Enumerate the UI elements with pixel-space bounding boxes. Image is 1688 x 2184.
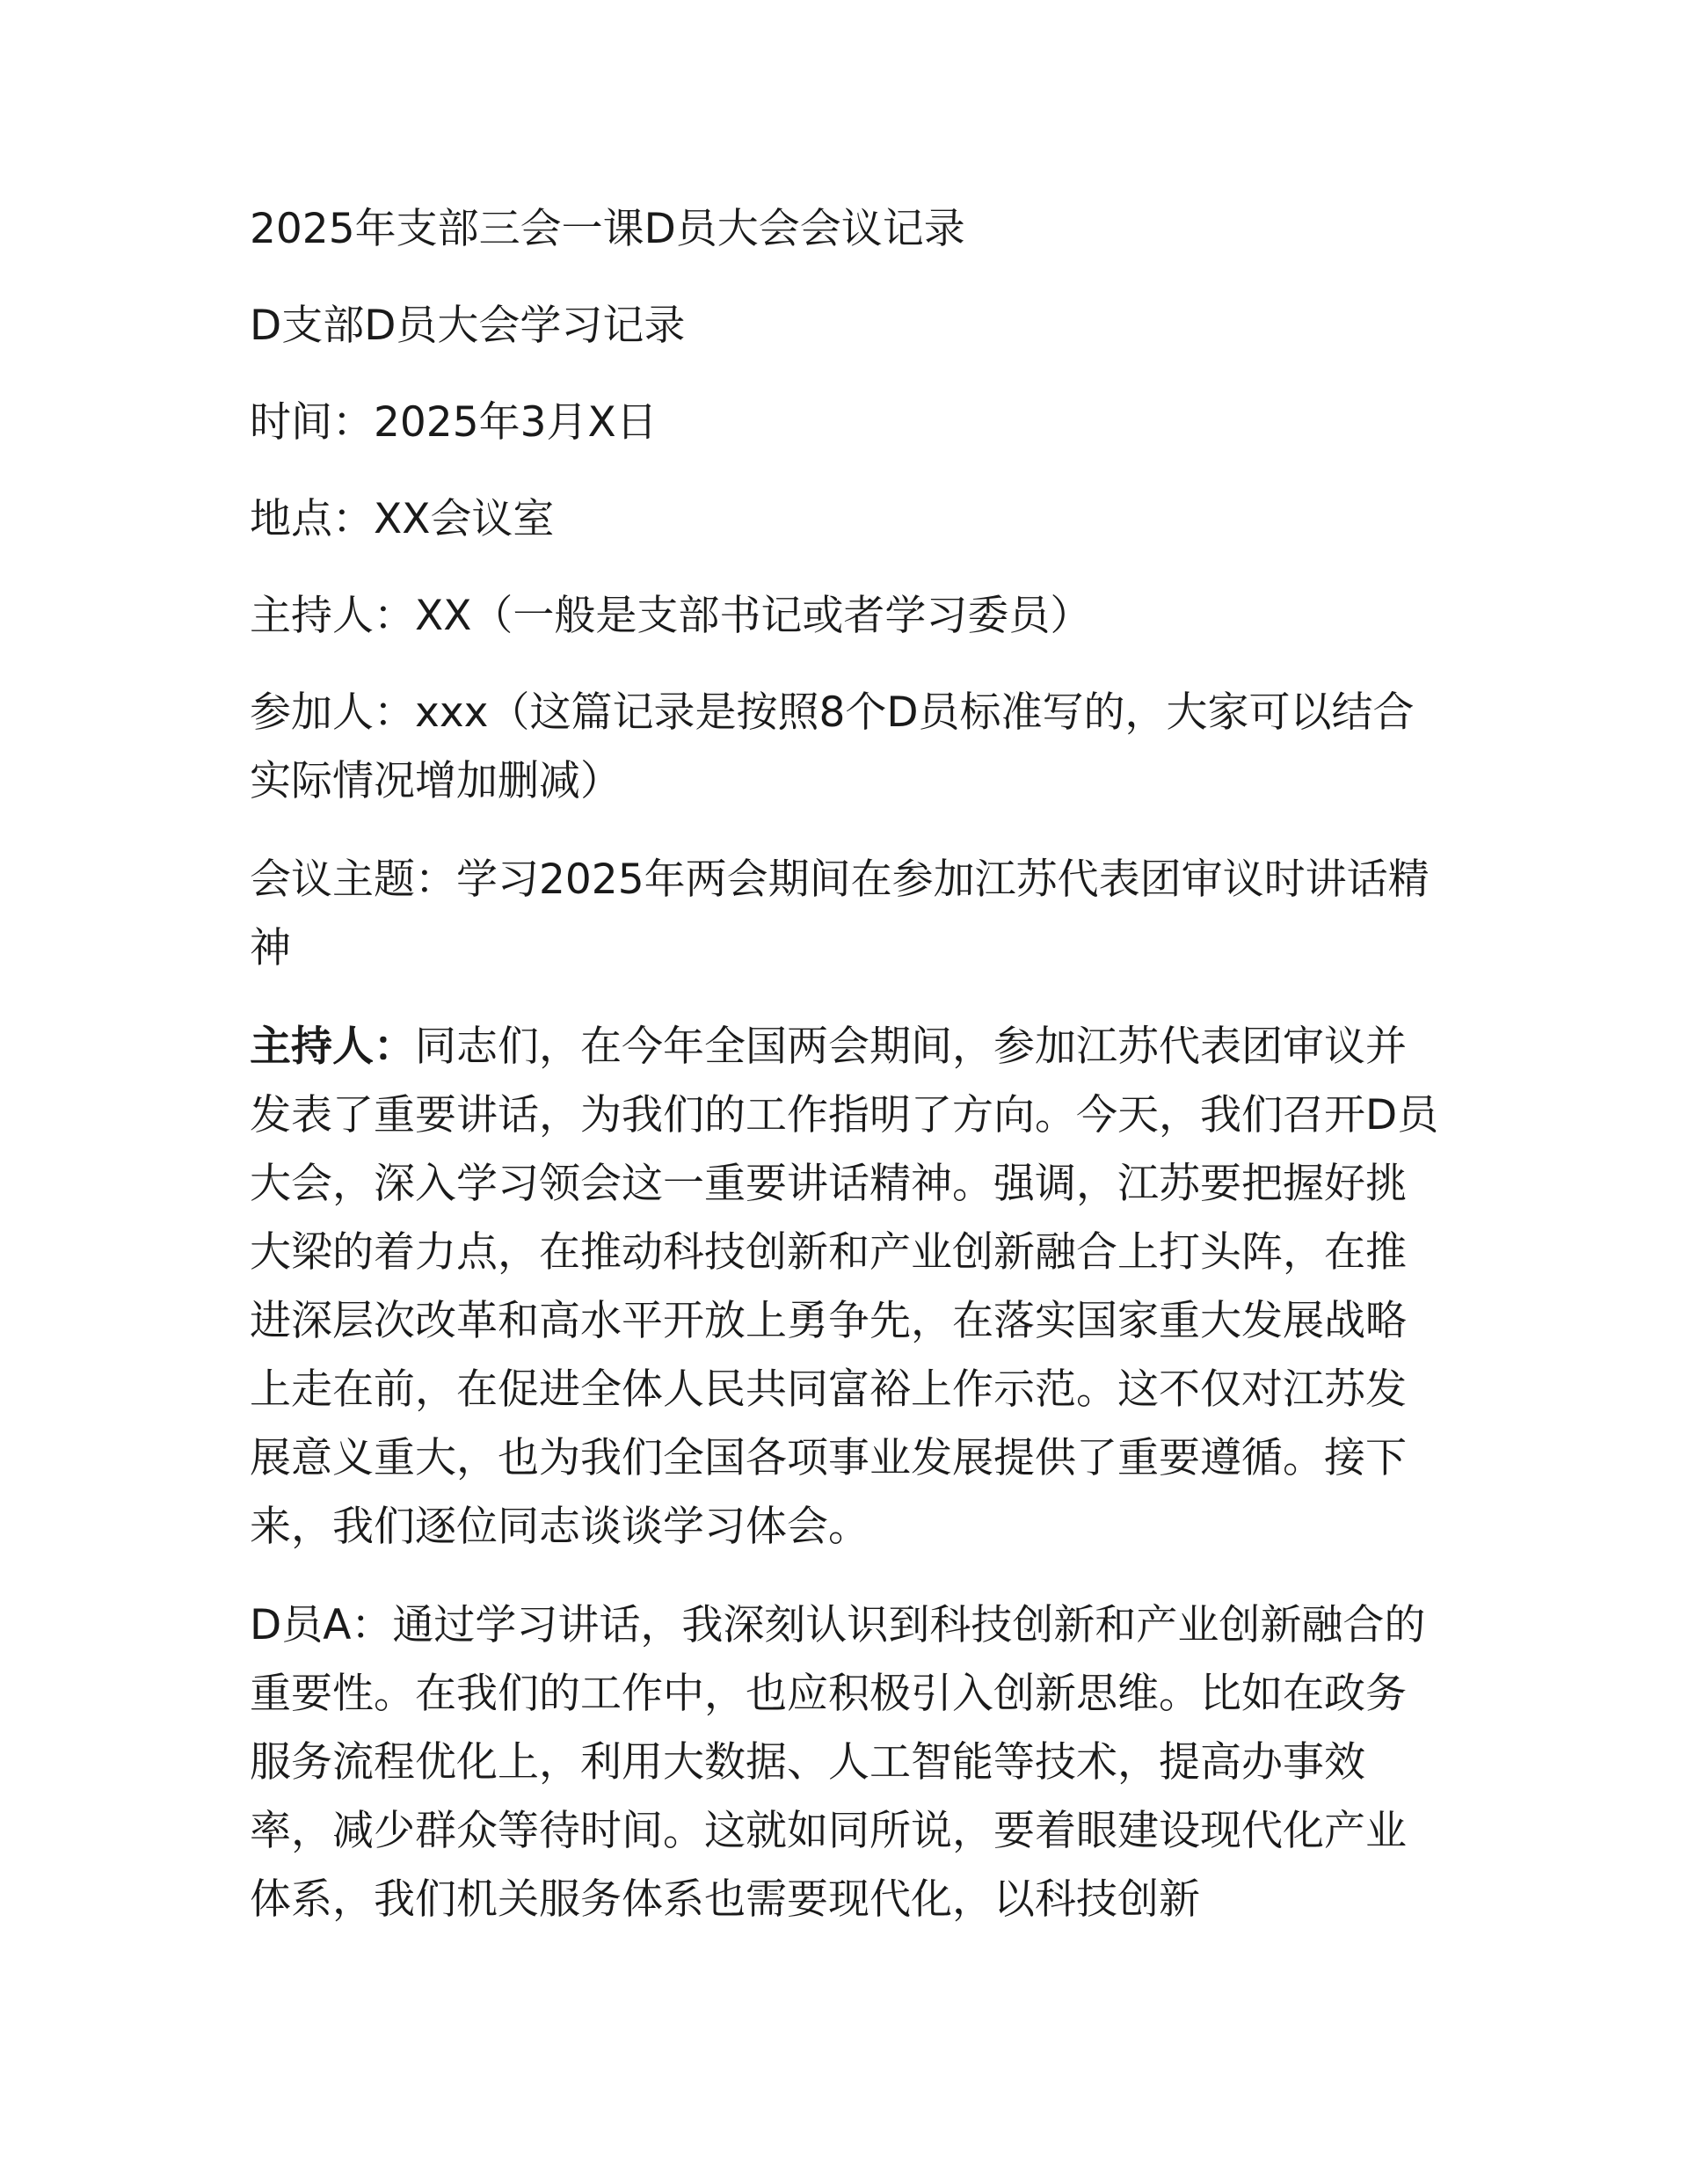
meeting-place: 地点：XX会议室 <box>250 495 555 543</box>
meeting-participants: 参加人：xxx（这篇记录是按照8个D员标准写的，大家可以结合实际情况增加删减） <box>250 688 1415 805</box>
meeting-theme: 会议主题：学习2025年两会期间在参加江苏代表团审议时讲话精神 <box>250 855 1430 972</box>
host-speech-text: 同志们，在今年全国两会期间，参加江苏代表团审议并发表了重要讲话，为我们的工作指明了方向。今天，我们召开D员大会，深入学习领会这一重要讲话精神。强调，江苏要把握好挑大梁的着力点，在推动科技创新和产业创新融合上打头阵，在推进深层次改革和高水平开放上勇争先，在落实国家重大发展战略上走在前，在促进全体人民共同富裕上作示范。这不仅对江苏发展意义重大，也为我们全国各项事业发展提供了重要遵循。接下来，我们逐位同志谈谈学习体会。 <box>250 1023 1439 1551</box>
document-page <box>250 195 1445 1934</box>
member-a-speaker-label: D员A： <box>250 1601 393 1649</box>
host-speaker-label: 主持人： <box>250 1023 415 1071</box>
document-subtitle: D支部D员大会学习记录 <box>250 302 686 350</box>
meeting-time: 时间：2025年3月X日 <box>250 398 658 447</box>
member-a-paragraph <box>250 1591 1445 1934</box>
document-title: 2025年支部三会一课D员大会会议记录 <box>250 205 965 253</box>
meeting-host: 主持人：XX（一般是支部书记或者学习委员） <box>250 592 1092 640</box>
member-a-text: 通过学习讲话，我深刻认识到科技创新和产业创新融合的重要性。在我们的工作中，也应积极引入创新思维。比如在政务服务流程优化上，利用大数据、人工智能等技术，提高办事效率，减少群众等待时间。这就如同所说，要着眼建设现代化产业体系，我们机关服务体系也需要现代化，以科技创新 <box>250 1601 1426 1924</box>
host-speech-paragraph <box>250 1013 1445 1562</box>
